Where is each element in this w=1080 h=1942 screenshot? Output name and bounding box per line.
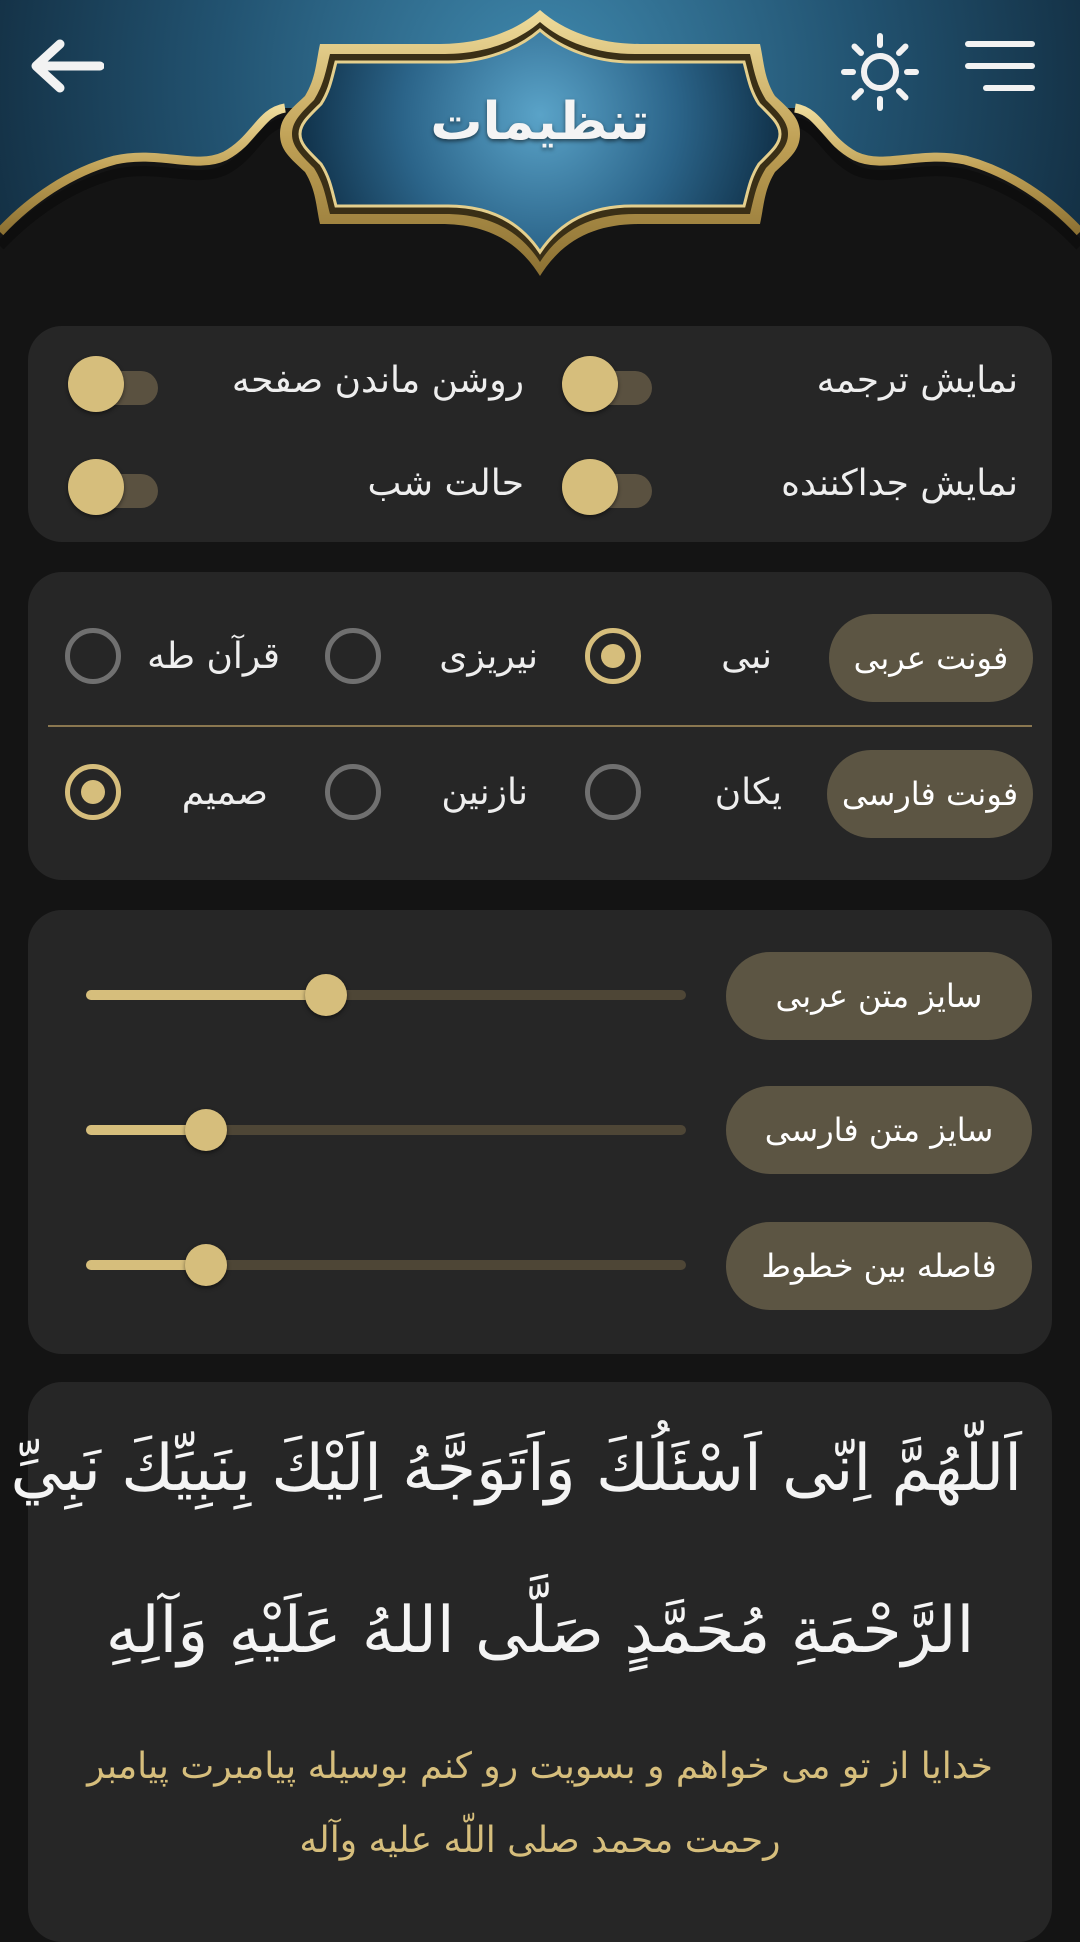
app-header: [0, 0, 1080, 290]
persian-font-radio-yekan[interactable]: [585, 764, 641, 820]
display-toggles-card: [28, 326, 1052, 542]
persian-font-option-label: نازنین: [441, 772, 528, 813]
arabic-font-option-label: قرآن طه: [147, 636, 280, 677]
slider-knob[interactable]: [185, 1109, 227, 1151]
menu-button[interactable]: [962, 38, 1062, 120]
arabic-font-radio-nabi[interactable]: [585, 628, 641, 684]
hamburger-menu-icon: [962, 38, 1038, 94]
keep-screen-on-label: روشن ماندن صفحه: [231, 360, 524, 401]
arabic-preview-line: الرَّحْمَةِ مُحَمَّدٍ صَلَّى اللهُ عَلَيْهِ وَآلِهِ: [105, 1594, 975, 1668]
font-divider: [48, 725, 1032, 727]
arabic-font-radio-neyrizi[interactable]: [325, 628, 381, 684]
persian-font-option-label: صمیم: [181, 772, 268, 813]
night-mode-switch[interactable]: [68, 459, 160, 513]
show-translation-label: نمایش ترجمه: [816, 360, 1018, 401]
arabic-font-radio-quran-taha[interactable]: [65, 628, 121, 684]
persian-font-radio-nazanin[interactable]: [325, 764, 381, 820]
back-button[interactable]: [28, 38, 128, 120]
arabic-font-option-label: نبی: [721, 636, 772, 677]
keep-screen-on-switch[interactable]: [68, 356, 160, 410]
slider-knob[interactable]: [185, 1244, 227, 1286]
theme-toggle-button[interactable]: [840, 32, 936, 128]
text-size-card: [28, 910, 1052, 1354]
arabic-font-label: فونت عربی: [829, 614, 1033, 702]
arabic-font-option-label: نیریزی: [439, 636, 538, 677]
switch-thumb: [68, 459, 124, 515]
persian-font-option-label: یکان: [714, 772, 782, 813]
persian-font-label: فونت فارسی: [827, 750, 1033, 838]
arrow-left-icon: [28, 38, 104, 94]
show-translation-switch[interactable]: [562, 356, 654, 410]
sun-icon: [840, 32, 920, 112]
slider-fill: [86, 990, 326, 1000]
persian-size-slider[interactable]: [86, 1108, 686, 1152]
persian-size-label: سایز متن فارسی: [726, 1086, 1032, 1174]
persian-font-radio-samim[interactable]: [65, 764, 121, 820]
switch-thumb: [562, 459, 618, 515]
arabic-size-label: سایز متن عربی: [726, 952, 1032, 1040]
switch-thumb: [562, 356, 618, 412]
slider-knob[interactable]: [305, 974, 347, 1016]
text-preview-card: [10, 1382, 1052, 1942]
line-spacing-slider[interactable]: [86, 1243, 686, 1287]
show-separator-label: نمایش جداکننده: [781, 463, 1018, 504]
night-mode-label: حالت شب: [367, 463, 524, 504]
arabic-size-slider[interactable]: [86, 973, 686, 1017]
font-selection-card: [28, 572, 1052, 880]
arabic-preview-line: اَللّهُمَّ اِنّی اَسْئَلُكَ وَاَتَوَجَّهُ اِلَيْكَ بِنَبِيِّكَ نَبِيِّ: [10, 1432, 1022, 1506]
line-spacing-label: فاصله بین خطوط: [726, 1222, 1032, 1310]
persian-preview-text: خدایا از تو می خواهم و بسویت رو کنم بوسیله پیامبرت پیامبر رحمت محمد صلی اللّه علیه وآله: [87, 1746, 993, 1861]
switch-thumb: [68, 356, 124, 412]
show-separator-switch[interactable]: [562, 459, 654, 513]
page-title: تنظیمات: [430, 92, 650, 152]
